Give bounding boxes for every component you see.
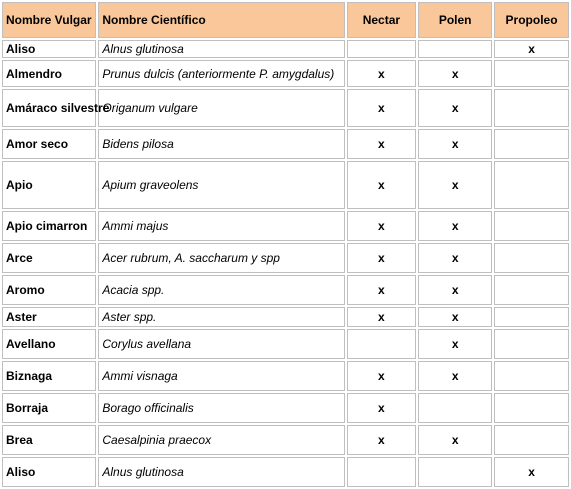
- cell-nombre-vulgar: Biznaga: [2, 361, 96, 391]
- cell-nectar: [347, 40, 417, 58]
- cell-nombre-cientifico: Apium graveolens: [98, 161, 344, 209]
- cell-propoleo: [494, 307, 569, 327]
- cell-polen: x: [418, 89, 492, 127]
- cell-nombre-cientifico: Acer rubrum, A. saccharum y spp: [98, 243, 344, 273]
- cell-nectar: x: [347, 393, 417, 423]
- cell-nectar: x: [347, 307, 417, 327]
- cell-polen: x: [418, 425, 492, 455]
- cell-nombre-vulgar: Aliso: [2, 457, 96, 487]
- cell-propoleo: x: [494, 40, 569, 58]
- cell-nombre-cientifico: Aster spp.: [98, 307, 344, 327]
- cell-nombre-cientifico: Origanum vulgare: [98, 89, 344, 127]
- cell-nectar: [347, 329, 417, 359]
- table-row: [2, 307, 569, 327]
- cell-nombre-vulgar: Arce: [2, 243, 96, 273]
- header-nectar: Nectar: [347, 2, 417, 38]
- table-row: [2, 161, 569, 209]
- cell-nombre-vulgar: Avellano: [2, 329, 96, 359]
- cell-nombre-vulgar: Aster: [2, 307, 96, 327]
- table-row: [2, 89, 569, 127]
- table-row: [2, 60, 569, 87]
- cell-polen: x: [418, 329, 492, 359]
- cell-nectar: x: [347, 211, 417, 241]
- cell-nombre-cientifico: Alnus glutinosa: [98, 40, 344, 58]
- cell-nombre-cientifico: Ammi visnaga: [98, 361, 344, 391]
- cell-nectar: x: [347, 425, 417, 455]
- cell-propoleo: [494, 275, 569, 305]
- cell-propoleo: [494, 60, 569, 87]
- cell-polen: x: [418, 60, 492, 87]
- table-body: [2, 40, 569, 487]
- cell-propoleo: [494, 211, 569, 241]
- cell-nectar: x: [347, 275, 417, 305]
- cell-polen: x: [418, 307, 492, 327]
- cell-nombre-cientifico: Corylus avellana: [98, 329, 344, 359]
- header-nombre-cientifico: Nombre Científico: [98, 2, 344, 38]
- cell-nectar: x: [347, 361, 417, 391]
- table-row: [2, 243, 569, 273]
- cell-nombre-cientifico: Acacia spp.: [98, 275, 344, 305]
- cell-nombre-vulgar: Aromo: [2, 275, 96, 305]
- cell-propoleo: [494, 89, 569, 127]
- table-row: [2, 361, 569, 391]
- cell-propoleo: x: [494, 457, 569, 487]
- cell-polen: [418, 457, 492, 487]
- cell-nombre-cientifico: Caesalpinia praecox: [98, 425, 344, 455]
- cell-polen: x: [418, 211, 492, 241]
- header-polen: Polen: [418, 2, 492, 38]
- cell-nombre-vulgar: Amor seco: [2, 129, 96, 159]
- cell-polen: [418, 40, 492, 58]
- header-row: [2, 2, 569, 38]
- cell-nectar: [347, 457, 417, 487]
- table-row: [2, 457, 569, 487]
- cell-polen: x: [418, 243, 492, 273]
- table-row: [2, 425, 569, 455]
- cell-nombre-vulgar: Apio cimarron: [2, 211, 96, 241]
- table-row: [2, 393, 569, 423]
- cell-nombre-cientifico: Borago officinalis: [98, 393, 344, 423]
- cell-nombre-cientifico: Ammi majus: [98, 211, 344, 241]
- table-row: [2, 40, 569, 58]
- cell-polen: x: [418, 361, 492, 391]
- cell-polen: [418, 393, 492, 423]
- cell-nectar: x: [347, 129, 417, 159]
- header-propoleo: Propoleo: [494, 2, 569, 38]
- table-row: [2, 275, 569, 305]
- cell-nombre-vulgar: Aliso: [2, 40, 96, 58]
- cell-nectar: x: [347, 243, 417, 273]
- cell-propoleo: [494, 425, 569, 455]
- cell-nombre-vulgar: Borraja: [2, 393, 96, 423]
- cell-polen: x: [418, 161, 492, 209]
- cell-polen: x: [418, 275, 492, 305]
- cell-nombre-cientifico: Alnus glutinosa: [98, 457, 344, 487]
- cell-polen: x: [418, 129, 492, 159]
- cell-nectar: x: [347, 161, 417, 209]
- cell-propoleo: [494, 243, 569, 273]
- table-row: [2, 211, 569, 241]
- cell-nectar: x: [347, 89, 417, 127]
- cell-nombre-vulgar: Amáraco silvestre: [2, 89, 96, 127]
- cell-propoleo: [494, 393, 569, 423]
- cell-propoleo: [494, 161, 569, 209]
- cell-nombre-cientifico: Prunus dulcis (anteriormente P. amygdalus): [98, 60, 344, 87]
- cell-nombre-cientifico: Bidens pilosa: [98, 129, 344, 159]
- cell-nectar: x: [347, 60, 417, 87]
- cell-nombre-vulgar: Almendro: [2, 60, 96, 87]
- cell-propoleo: [494, 129, 569, 159]
- header-nombre-vulgar: Nombre Vulgar: [2, 2, 96, 38]
- table-row: [2, 129, 569, 159]
- cell-propoleo: [494, 361, 569, 391]
- cell-nombre-vulgar: Apio: [2, 161, 96, 209]
- cell-propoleo: [494, 329, 569, 359]
- table-row: [2, 329, 569, 359]
- cell-nombre-vulgar: Brea: [2, 425, 96, 455]
